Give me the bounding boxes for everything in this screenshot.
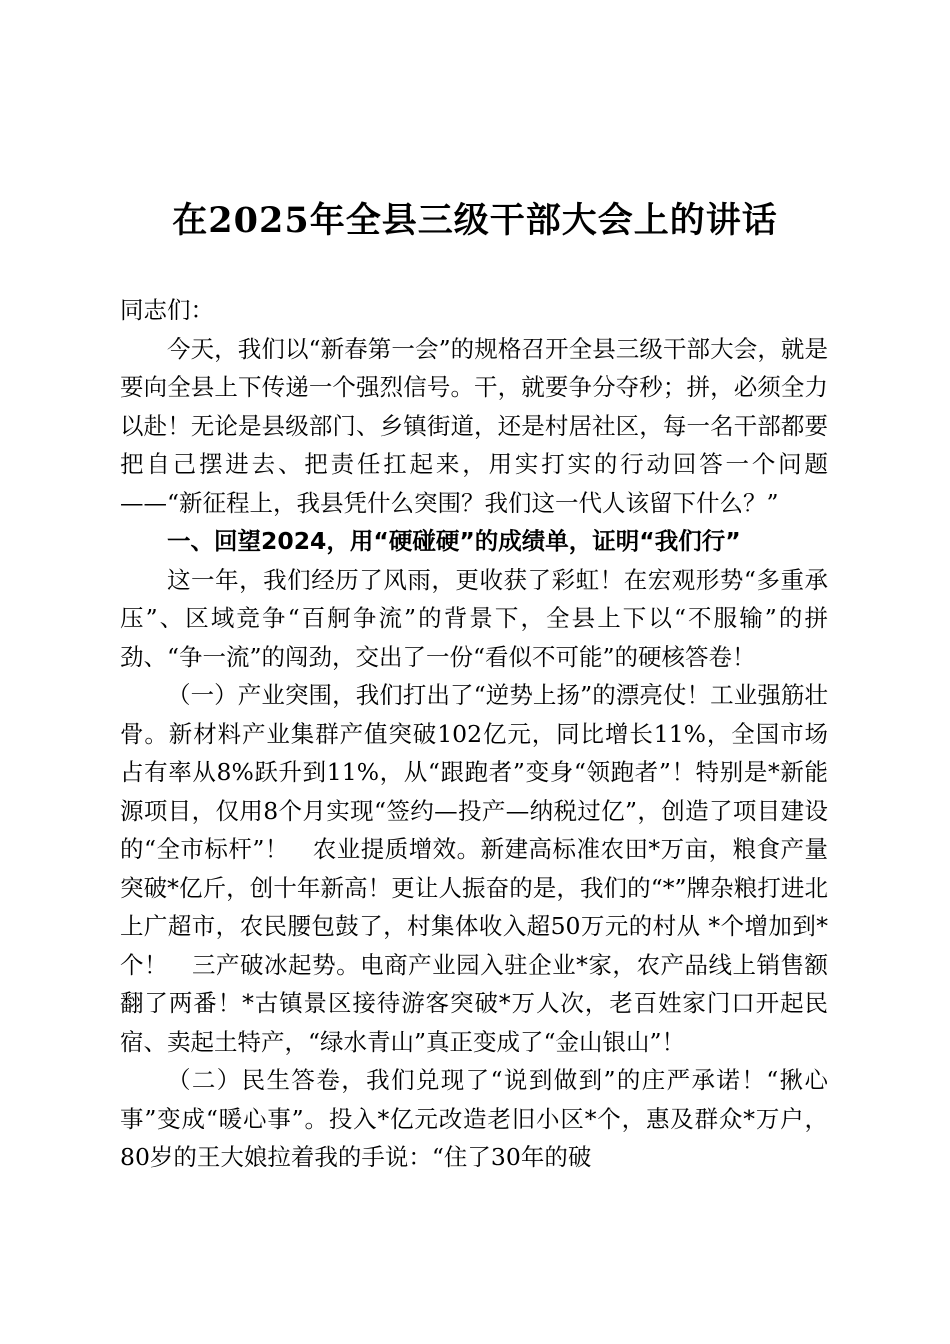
paragraph-livelihood: （二）民生答卷，我们兑现了“说到做到”的庄严承诺！“揪心事”变成“暖心事”。投入*亿元改造老旧小区*个，惠及群众*万户，80岁的王大娘拉着我的手说：“住了30年的破 bbox=[120, 1066, 828, 1171]
paragraph-industry: （一）产业突围，我们打出了“逆势上扬”的漂亮仗！工业强筋壮骨。新材料产业集群产值突破102亿元，同比增长11%，全国市场占有率从8%跃升到11%，从“跟跑者”变身“领跑者”！特别是*新能源项目，仅用8个月实现“签约—投产—纳税过亿”，创造了项目建设的“全市标杆”！ 农业提质增效。新建高标准农田*万亩，粮食产量突破*亿斤，创十年新高！更让人振奋的是，我们的“*”牌杂粮打进北上广超市，农民腰包鼓了，村集体收入超50万元的村从 *个增加到*个！ 三产破冰起势。电商产业园入驻企业*家，农产品线上销售额翻了两番！*古镇景区接待游客突破*万人次，老百姓家门口开起民宿、卖起土特产，“绿水青山”真正变成了“金山银山”！ bbox=[120, 681, 828, 1056]
paragraph-intro: 今天，我们以“新春第一会”的规格召开全县三级干部大会，就是要向全县上下传递一个强烈信号。干，就要争分夺秒；拼，必须全力以赴！无论是县级部门、乡镇街道，还是村居社区，每一名干部都要把自己摆进去、把责任扛起来，用实打实的行动回答一个问题——“新征程上，我县凭什么突围？我们这一代人该留下什么？” bbox=[120, 334, 828, 517]
section-heading-1: 一、回望2024，用“硬碰硬”的成绩单，证明“我们行” bbox=[167, 527, 741, 555]
salutation: 同志们： bbox=[120, 296, 214, 324]
paragraph-review: 这一年，我们经历了风雨，更收获了彩虹！在宏观形势“多重承压”、区域竞争“百舸争流”的背景下，全县上下以“不服输”的拼劲、“争一流”的闯劲，交出了一份“看似不可能”的硬核答卷！ bbox=[120, 565, 828, 671]
document-title: 在2025年全县三级干部大会上的讲话 bbox=[172, 200, 778, 241]
document-body bbox=[120, 291, 828, 1177]
